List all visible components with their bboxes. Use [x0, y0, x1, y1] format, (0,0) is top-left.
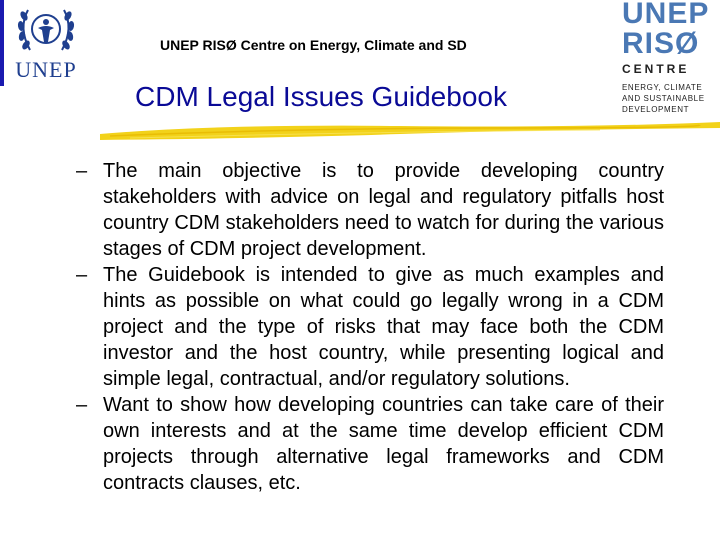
bullet-text: Want to show how developing countries can take care of their own interests and at the same time develop efficient CDM projects through alternative legal frameworks and CDM contracts clauses, etc.	[103, 394, 664, 494]
unep-logo	[8, 2, 84, 86]
riso-logo-sub1: ENERGY, CLIMATE	[622, 83, 703, 92]
riso-logo-line2: RISØ	[622, 27, 700, 60]
list-item	[76, 262, 664, 392]
bullet-dash: –	[76, 394, 88, 416]
bullet-text: The Guidebook is intended to give as much examples and hints as possible on what could go legally wrong in a CDM project and the type of risks that may face both the CDM investor and the host country, while presenting logical and simple legal, contractual, and/or regulatory solutions.	[103, 264, 664, 390]
bullet-dash: –	[76, 264, 88, 286]
riso-logo-sub3: DEVELOPMENT	[622, 105, 690, 114]
bullet-dash: –	[76, 160, 88, 182]
unep-wordmark: UNEP	[15, 57, 77, 82]
bullet-list	[76, 158, 664, 496]
list-item	[76, 158, 664, 262]
left-accent-bar	[0, 0, 4, 86]
yellow-brush-stroke	[100, 116, 720, 146]
riso-logo-line1: UNEP	[622, 0, 710, 30]
bullet-text: The main objective is to provide developing country stakeholders with advice on legal and regulatory pitfalls host country CDM stakeholders need to watch for during the various stages of CDM project development.	[103, 160, 664, 260]
unep-emblem-icon	[14, 2, 78, 58]
unep-riso-centre-logo	[616, 0, 720, 128]
organization-line: UNEP RISØ Centre on Energy, Climate and SD	[160, 37, 467, 53]
riso-logo-subtitle	[622, 82, 720, 115]
riso-logo-centre: CENTRE	[622, 62, 690, 76]
list-item	[76, 392, 664, 496]
slide-title: CDM Legal Issues Guidebook	[135, 81, 507, 112]
riso-logo-sub2: AND SUSTAINABLE	[622, 94, 705, 103]
